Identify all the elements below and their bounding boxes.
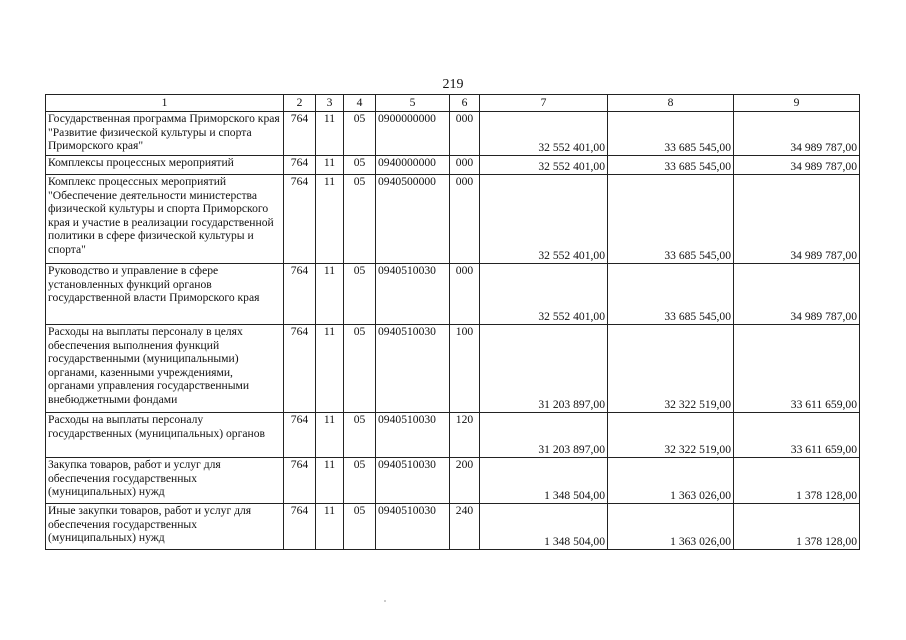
- amount-year-1: 1 348 504,00: [480, 504, 608, 550]
- amount-year-3: 34 989 787,00: [734, 112, 860, 156]
- admin-code: 764: [284, 504, 316, 550]
- amount-year-2: 32 322 519,00: [608, 325, 734, 413]
- expense-type-code: 120: [450, 413, 480, 458]
- amount-year-2: 32 322 519,00: [608, 413, 734, 458]
- section-code: 11: [316, 175, 344, 264]
- target-article-code: 0940510030: [376, 504, 450, 550]
- amount-year-1: 31 203 897,00: [480, 413, 608, 458]
- amount-year-1: 32 552 401,00: [480, 112, 608, 156]
- amount-year-3: 33 611 659,00: [734, 325, 860, 413]
- expense-type-code: 000: [450, 175, 480, 264]
- subsection-code: 05: [344, 264, 376, 325]
- subsection-code: 05: [344, 504, 376, 550]
- row-name: Комплекс процессных мероприятий "Обеспечение деятельности министерства физической культуры и спорта Приморского края и участие в реализации государственной политики в сфере физической культуры и спорта": [46, 175, 284, 264]
- table-row: [46, 175, 860, 264]
- section-code: 11: [316, 458, 344, 504]
- section-code: 11: [316, 413, 344, 458]
- subsection-code: 05: [344, 156, 376, 175]
- column-header: 9: [734, 95, 860, 112]
- expense-type-code: 240: [450, 504, 480, 550]
- column-header: 6: [450, 95, 480, 112]
- amount-year-2: 33 685 545,00: [608, 175, 734, 264]
- column-header: 2: [284, 95, 316, 112]
- section-code: 11: [316, 504, 344, 550]
- subsection-code: 05: [344, 413, 376, 458]
- subsection-code: 05: [344, 458, 376, 504]
- amount-year-2: 33 685 545,00: [608, 156, 734, 175]
- column-header: 7: [480, 95, 608, 112]
- table-row: [46, 504, 860, 550]
- amount-year-2: 33 685 545,00: [608, 264, 734, 325]
- section-code: 11: [316, 156, 344, 175]
- column-header: 1: [46, 95, 284, 112]
- subsection-code: 05: [344, 112, 376, 156]
- target-article-code: 0940500000: [376, 175, 450, 264]
- amount-year-2: 1 363 026,00: [608, 504, 734, 550]
- amount-year-1: 1 348 504,00: [480, 458, 608, 504]
- amount-year-2: 33 685 545,00: [608, 112, 734, 156]
- row-name: Расходы на выплаты персоналу государственных (муниципальных) органов: [46, 413, 284, 458]
- amount-year-2: 1 363 026,00: [608, 458, 734, 504]
- target-article-code: 0940510030: [376, 325, 450, 413]
- target-article-code: 0900000000: [376, 112, 450, 156]
- section-code: 11: [316, 112, 344, 156]
- column-header: 8: [608, 95, 734, 112]
- admin-code: 764: [284, 325, 316, 413]
- row-name: Иные закупки товаров, работ и услуг для обеспечения государственных (муниципальных) нужд: [46, 504, 284, 550]
- table-row: [46, 112, 860, 156]
- expense-type-code: 000: [450, 264, 480, 325]
- row-name: Закупка товаров, работ и услуг для обеспечения государственных (муниципальных) нужд: [46, 458, 284, 504]
- amount-year-3: 34 989 787,00: [734, 264, 860, 325]
- expense-type-code: 100: [450, 325, 480, 413]
- admin-code: 764: [284, 458, 316, 504]
- column-header: 3: [316, 95, 344, 112]
- target-article-code: 0940510030: [376, 413, 450, 458]
- subsection-code: 05: [344, 175, 376, 264]
- page-number: 219: [442, 77, 464, 92]
- table-header-row: [46, 95, 860, 112]
- target-article-code: 0940510030: [376, 458, 450, 504]
- column-header: 4: [344, 95, 376, 112]
- expense-type-code: 000: [450, 156, 480, 175]
- amount-year-3: 34 989 787,00: [734, 156, 860, 175]
- target-article-code: 0940510030: [376, 264, 450, 325]
- admin-code: 764: [284, 112, 316, 156]
- subsection-code: 05: [344, 325, 376, 413]
- row-name: Комплексы процессных мероприятий: [46, 156, 284, 175]
- column-header: 5: [376, 95, 450, 112]
- budget-table: [45, 94, 860, 550]
- amount-year-1: 32 552 401,00: [480, 264, 608, 325]
- section-code: 11: [316, 264, 344, 325]
- table-row: [46, 264, 860, 325]
- amount-year-1: 32 552 401,00: [480, 156, 608, 175]
- amount-year-3: 33 611 659,00: [734, 413, 860, 458]
- expense-type-code: 000: [450, 112, 480, 156]
- table-row: [46, 413, 860, 458]
- amount-year-3: 34 989 787,00: [734, 175, 860, 264]
- table-row: [46, 325, 860, 413]
- row-name: Государственная программа Приморского края "Развитие физической культуры и спорта Приморского края": [46, 112, 284, 156]
- target-article-code: 0940000000: [376, 156, 450, 175]
- amount-year-3: 1 378 128,00: [734, 504, 860, 550]
- amount-year-3: 1 378 128,00: [734, 458, 860, 504]
- amount-year-1: 32 552 401,00: [480, 175, 608, 264]
- amount-year-1: 31 203 897,00: [480, 325, 608, 413]
- row-name: Руководство и управление в сфере установленных функций органов государственной власти Приморского края: [46, 264, 284, 325]
- section-code: 11: [316, 325, 344, 413]
- admin-code: 764: [284, 264, 316, 325]
- admin-code: 764: [284, 156, 316, 175]
- admin-code: 764: [284, 413, 316, 458]
- row-name: Расходы на выплаты персоналу в целях обеспечения выполнения функций государственными (муниципальными) органами, казенными учреждениями, органами управления государственными внебюджетными фондами: [46, 325, 284, 413]
- expense-type-code: 200: [450, 458, 480, 504]
- table-row: [46, 156, 860, 175]
- admin-code: 764: [284, 175, 316, 264]
- scan-speck: [384, 600, 386, 602]
- table-row: [46, 458, 860, 504]
